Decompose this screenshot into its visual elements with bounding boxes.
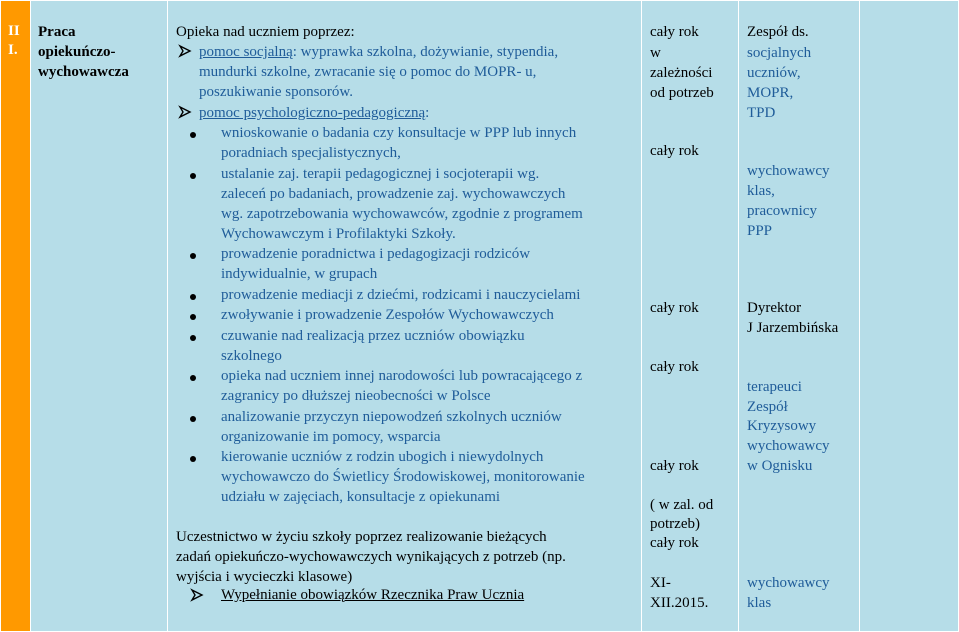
resp-4-line-3: Kryzysowy	[747, 418, 817, 434]
term-1-line-1: cały rok	[650, 24, 699, 40]
resp-1-line-1: Zespół ds.	[747, 24, 809, 40]
ombudsman-duties: Wypełnianie obowiązków Rzecznika Praw Ucznia	[221, 587, 525, 603]
bullet-1-line-1: wnioskowanie o badania czy konsultacje w PPP lub innych	[221, 125, 577, 141]
bullet-icon	[190, 314, 196, 320]
term-cell	[642, 1, 738, 631]
bullet-icon	[190, 416, 196, 422]
bullet-7-line-2: zagranicy po dłuższej nieobecności w Polsce	[221, 388, 491, 404]
arrow-bullet-icon	[178, 105, 192, 119]
bullet-icon	[190, 173, 196, 179]
bullet-5-line-1: zwoływanie i prowadzenie Zespołów Wychowawczych	[221, 307, 554, 323]
bullet-8-line-2: organizowanie im pomocy, wsparcia	[221, 429, 441, 445]
category-cell	[31, 1, 167, 631]
resp-4-line-5: w Ognisku	[747, 458, 813, 474]
bullet-icon	[190, 375, 196, 381]
responsible-cell	[739, 1, 859, 631]
resp-4-line-1: terapeuci	[747, 379, 802, 395]
term-3: cały rok	[650, 300, 699, 316]
bullet-4-line-1: prowadzenie mediacji z dziećmi, rodzicami i nauczycielami	[221, 287, 581, 303]
bullet-8-line-1: analizowanie przyczyn niepowodzeń szkolnych uczniów	[221, 409, 562, 425]
row-number: II I.	[8, 23, 20, 58]
participation-line-2: zadań opiekuńczo-wychowawczych wynikających z potrzeb (np.	[176, 549, 566, 565]
bullet-icon	[190, 132, 196, 138]
psych-help-label: pomoc psychologiczno-pedagogiczną	[199, 105, 426, 121]
arrow-bullet-icon	[190, 588, 204, 602]
psych-help-colon: :	[425, 105, 430, 121]
bullet-9-line-1: kierowanie uczniów z rodzin ubogich i niewydolnych	[221, 449, 544, 465]
bullet-9-line-2: wychowawczo do Świetlicy Środowiskowej, monitorowanie	[221, 469, 585, 485]
bullet-icon	[190, 294, 196, 300]
resp-1-line-5: TPD	[747, 105, 776, 121]
participation-line-3: wyjścia i wycieczki klasowe)	[176, 569, 353, 585]
bullet-6-line-1: czuwanie nad realizacją przez uczniów obowiązku	[221, 328, 525, 344]
term-5: cały rok	[650, 458, 699, 474]
resp-2-line-2: klas,	[747, 183, 775, 199]
category-title: Praca opiekuńczo- wychowawcza	[38, 24, 129, 80]
resp-5-line-1: wychowawcy	[747, 575, 830, 591]
psych-help-line	[199, 103, 429, 123]
bullet-3-line-2: indywidualnie, w grupach	[221, 266, 378, 282]
bullet-7-line-1: opieka nad uczniem innej narodowości lub powracającego z	[221, 368, 583, 384]
bullet-3-line-1: prowadzenie poradnictwa i pedagogizacji rodziców	[221, 246, 531, 262]
bullet-2-line-1: ustalanie zaj. terapii pedagogicznej i socjoterapii wg.	[221, 166, 540, 182]
bullet-6-line-2: szkolnego	[221, 348, 282, 364]
resp-2-line-1: wychowawcy	[747, 163, 830, 179]
notes-cell	[860, 1, 958, 631]
term-6-line-3: cały rok	[650, 535, 699, 551]
term-2: cały rok	[650, 143, 699, 159]
social-help-text: : wyprawka szkolna, dożywianie, stypendia,	[292, 44, 559, 60]
term-7-line-2: XII.2015.	[650, 595, 709, 611]
bullet-2-line-4: Wychowawczym i Profilaktyki Szkoły.	[221, 226, 456, 242]
resp-4-line-2: Zespół	[747, 399, 788, 415]
term-4: cały rok	[650, 359, 699, 375]
resp-1-line-4: MOPR,	[747, 85, 794, 101]
intro-text: Opieka nad uczniem poprzez:	[176, 24, 355, 40]
arrow-bullet-icon	[178, 44, 192, 58]
resp-5-line-2: klas	[747, 595, 772, 611]
resp-3-line-2: J Jarzembińska	[747, 320, 839, 336]
participation-line-1: Uczestnictwo w życiu szkoły poprzez realizowanie bieżących	[176, 529, 547, 545]
row-number-cell	[1, 1, 30, 631]
bullet-2-line-3: wg. zapotrzebowania wychowawców, zgodnie z programem	[221, 206, 583, 222]
social-help-line-2: mundurki szkolne, zwracanie się o pomoc do MOPR- u,	[199, 64, 537, 80]
bullet-9-line-3: udziału w zajęciach, konsultacje z opiekunami	[221, 489, 501, 505]
term-6-line-1: ( w zal. od	[650, 497, 714, 513]
term-1-line-4: od potrzeb	[650, 85, 714, 101]
resp-3-line-1: Dyrektor	[747, 300, 802, 316]
bullet-icon	[190, 253, 196, 259]
bullet-icon	[190, 335, 196, 341]
resp-1-line-3: uczniów,	[747, 65, 801, 81]
term-6-line-2: potrzeb)	[650, 516, 700, 532]
resp-4-line-4: wychowawcy	[747, 438, 830, 454]
social-help-label: pomoc socjalną	[199, 44, 293, 60]
bullet-icon	[190, 456, 196, 462]
social-help-line-3: poszukiwanie sponsorów.	[199, 84, 354, 100]
resp-1-line-2: socjalnych	[747, 45, 812, 61]
term-1-line-3: zależności	[650, 65, 713, 81]
term-7-line-1: XI-	[650, 575, 671, 591]
resp-2-line-4: PPP	[747, 223, 773, 239]
term-1-line-2: w	[650, 45, 661, 61]
resp-2-line-3: pracownicy	[747, 203, 817, 219]
tasks-cell	[168, 1, 641, 631]
social-help-line	[199, 42, 558, 62]
bullet-1-line-2: poradniach specjalistycznych,	[221, 145, 401, 161]
bullet-2-line-2: zaleceń po badaniach, prowadzenie zaj. wychowawczych	[221, 186, 566, 202]
